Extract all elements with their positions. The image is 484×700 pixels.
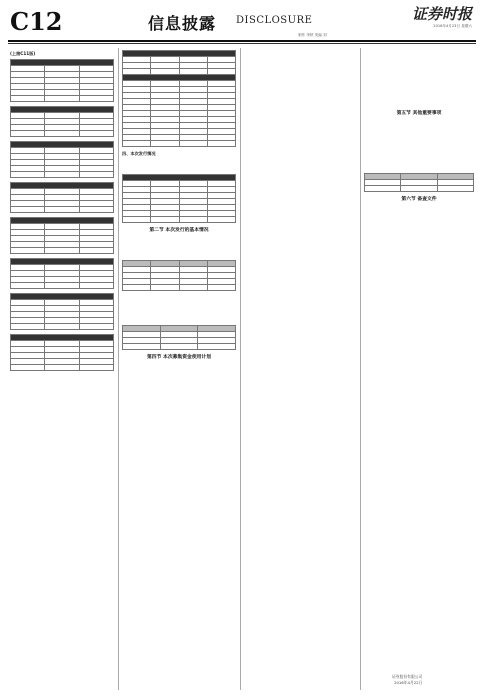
table-cell (79, 207, 113, 213)
table-cell (179, 141, 207, 147)
data-table (10, 106, 114, 137)
table-cell (79, 324, 113, 330)
body-paragraph (244, 56, 356, 62)
table-cell (79, 96, 113, 102)
table-cell (79, 131, 113, 137)
table-cell (437, 185, 473, 191)
chapter-heading: 第二节 本次发行的基本情况 (149, 228, 209, 233)
chapter-heading: 第四节 本次募集资金使用计划 (146, 354, 212, 360)
column-1 (10, 48, 114, 692)
table-cell (151, 141, 179, 147)
editor-credit: 制作 李婷 美编 刘 (298, 33, 327, 37)
body-paragraph (364, 101, 474, 107)
column-separator (118, 48, 119, 690)
chapter-heading: 第五节 其他重要事项 (396, 111, 442, 116)
table-cell (123, 141, 151, 147)
table-cell (123, 343, 161, 349)
body-paragraph (364, 48, 474, 54)
table-cell (207, 217, 235, 223)
data-table (364, 173, 474, 192)
body-paragraph (364, 56, 474, 62)
body-paragraph (364, 86, 474, 92)
body-paragraph (364, 135, 474, 141)
body-paragraph (244, 138, 356, 144)
signatory-company: 证券股份有限公司 (392, 674, 423, 679)
data-table (122, 260, 236, 291)
body-paragraph (244, 161, 356, 167)
body-paragraph (364, 221, 474, 227)
body-paragraph (244, 183, 356, 189)
table-cell (45, 365, 79, 371)
body-paragraph (244, 191, 356, 197)
body-paragraph (244, 146, 356, 152)
body-paragraph (364, 63, 474, 69)
data-table (10, 258, 114, 289)
body-paragraph (244, 78, 356, 84)
body-paragraph (244, 101, 356, 107)
body-paragraph (122, 394, 236, 400)
body-paragraph (244, 153, 356, 159)
table-cell (151, 284, 179, 290)
table-cell (123, 217, 151, 223)
body-paragraph (364, 213, 474, 219)
data-table (10, 59, 114, 102)
table-cell (79, 365, 113, 371)
body-paragraph (364, 128, 474, 134)
data-table (122, 325, 236, 350)
table-cell (45, 283, 79, 289)
table-cell (45, 96, 79, 102)
body-paragraph (122, 302, 236, 308)
header-rule (8, 40, 476, 42)
column-3 (244, 48, 356, 692)
body-paragraph (122, 364, 236, 370)
table-cell (11, 172, 45, 178)
page-number: C12 (10, 7, 63, 36)
table-cell (45, 207, 79, 213)
table-cell (45, 131, 79, 137)
page-header (0, 0, 484, 42)
chapter-heading: 第六节 备查文件 (401, 196, 437, 202)
section-title: 信息披露 (148, 14, 217, 33)
data-table (122, 50, 236, 147)
body-paragraph (364, 206, 474, 212)
body-paragraph (122, 245, 236, 251)
body-paragraph (364, 228, 474, 234)
table-cell (160, 343, 198, 349)
table-cell (11, 248, 45, 254)
body-paragraph (244, 63, 356, 69)
data-table (10, 182, 114, 213)
table-cell (11, 131, 45, 137)
body-paragraph (364, 120, 474, 126)
body-paragraph (244, 116, 356, 122)
body-paragraph (122, 159, 236, 165)
signature-date: 2016年4月22日 (394, 680, 423, 685)
body-paragraph (122, 295, 236, 301)
body-paragraph (364, 78, 474, 84)
issue-date: 2016年4月23日 星期六 (433, 24, 472, 28)
table-cell (11, 365, 45, 371)
body-paragraph (364, 165, 474, 171)
body-paragraph (122, 237, 236, 243)
body-paragraph (364, 71, 474, 77)
table-cell (11, 96, 45, 102)
table-cell (365, 185, 401, 191)
body-paragraph (364, 143, 474, 149)
table-cell (123, 284, 151, 290)
data-table (10, 293, 114, 330)
table-cell (45, 172, 79, 178)
body-paragraph (244, 131, 356, 137)
section-title-english: DISCLOSURE (236, 15, 313, 26)
body-paragraph (122, 371, 236, 377)
body-paragraph (122, 386, 236, 392)
table-cell (45, 324, 79, 330)
table-cell (79, 248, 113, 254)
body-paragraph (364, 93, 474, 99)
table-cell (151, 217, 179, 223)
data-table (122, 174, 236, 223)
column-2 (122, 48, 236, 692)
header-rule-thin (8, 43, 476, 44)
table-cell (198, 343, 236, 349)
body-paragraph (244, 108, 356, 114)
table-cell (79, 283, 113, 289)
body-paragraph (122, 379, 236, 385)
table-cell (11, 283, 45, 289)
section-heading: 四、本次发行情况 (122, 151, 156, 156)
data-table (10, 217, 114, 254)
body-paragraph (122, 167, 236, 173)
body-paragraph (244, 48, 356, 54)
body-paragraph (244, 93, 356, 99)
table-cell (207, 141, 235, 147)
data-table (10, 141, 114, 178)
body-paragraph (244, 123, 356, 129)
table-cell (11, 324, 45, 330)
table-cell (79, 172, 113, 178)
table-cell (11, 207, 45, 213)
signature-block (392, 674, 422, 686)
table-cell (179, 217, 207, 223)
column-separator (360, 48, 361, 690)
body-paragraph (244, 168, 356, 174)
table-cell (207, 284, 235, 290)
body-paragraph (122, 317, 236, 323)
body-paragraph (244, 71, 356, 77)
body-paragraph (244, 176, 356, 182)
table-cell (179, 284, 207, 290)
column-separator (240, 48, 241, 690)
newspaper-logo: 证券时报 (411, 5, 472, 23)
body-paragraph (122, 401, 236, 407)
body-paragraph (122, 310, 236, 316)
body-paragraph (244, 86, 356, 92)
data-table (10, 334, 114, 371)
body-paragraph (364, 150, 474, 156)
table-cell (401, 185, 437, 191)
continuation-note: (上接C11版) (10, 51, 36, 56)
body-paragraph (364, 158, 474, 164)
table-cell (45, 248, 79, 254)
column-4 (364, 48, 474, 692)
body-paragraph (122, 252, 236, 258)
